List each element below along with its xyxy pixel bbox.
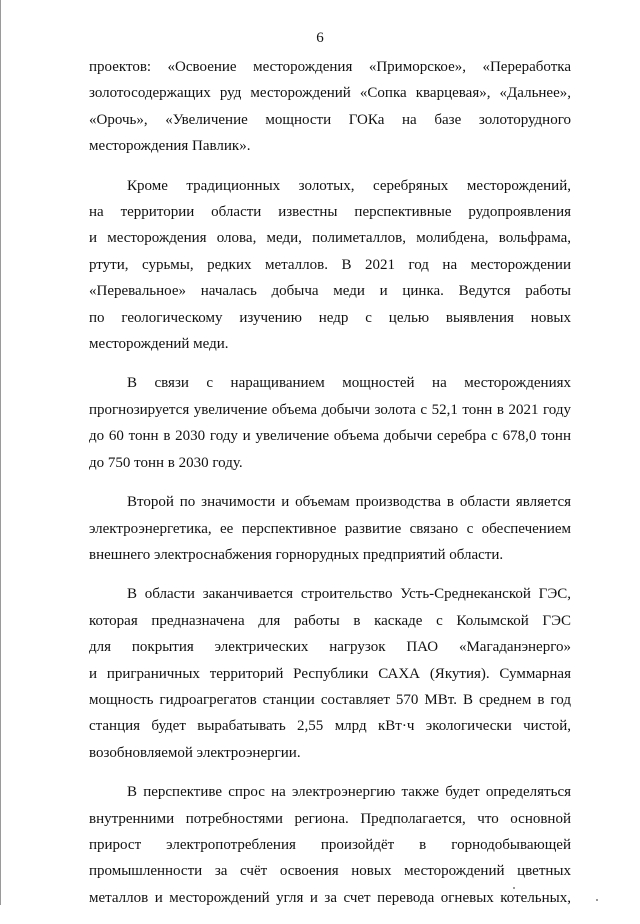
text-line: В области заканчивается строительство Усть-Среднеканской ГЭС, <box>127 586 571 603</box>
page-number: 6 <box>316 30 324 46</box>
text-line: и месторождения олова, меди, полиметаллов, молибдена, вольфрама, <box>89 230 571 247</box>
text-line: металлов и месторождений угля и за счет перевода огневых котельных, <box>89 889 571 906</box>
text-line: до 750 тонн в 2030 году. <box>89 454 243 471</box>
paragraph <box>89 54 571 160</box>
text-line: проектов: «Освоение месторождения «Приморское», «Переработка <box>89 59 571 75</box>
scan-speck <box>513 887 515 889</box>
text-line: месторождений меди. <box>89 336 229 353</box>
text-line: и приграничных территорий Республики САХА (Якутия). Суммарная <box>89 665 571 682</box>
text-line: золотосодержащих руд месторождений «Сопка кварцевая», «Дальнее», <box>89 85 571 102</box>
text-line: внутренними потребностями региона. Предполагается, что основной <box>89 810 571 827</box>
text-line: промышленности за счёт освоения новых месторождений цветных <box>89 863 571 880</box>
text-line: В связи с наращиванием мощностей на месторождениях <box>127 375 571 392</box>
text-line: внешнего электроснабжения горнорудных предприятий области. <box>89 546 504 563</box>
paragraph <box>89 489 571 568</box>
text-line: электроэнергетика, ее перспективное развитие связано с обеспечением <box>89 520 571 537</box>
text-line: мощность гидроагрегатов станции составляет 570 МВт. В среднем в год <box>89 691 571 708</box>
text-line: «Перевальное» началась добыча меди и цинка. Ведутся работы <box>89 283 571 300</box>
paragraph <box>89 173 571 358</box>
text-line: Второй по значимости и объемам производства в области является <box>127 494 571 511</box>
page-left-edge <box>0 0 1 905</box>
scan-speck <box>596 899 598 901</box>
text-line: прирост электропотребления произойдёт в горнодобывающей <box>89 836 571 853</box>
text-line: В перспективе спрос на электроэнергию также будет определяться <box>127 784 571 801</box>
paragraph <box>89 370 571 476</box>
text-line: «Орочь», «Увеличение мощности ГОКа на базе золоторудного <box>89 111 571 128</box>
text-line: месторождения Павлик». <box>89 138 251 155</box>
text-line: которая предназначена для работы в каскаде с Колымской ГЭС <box>89 612 571 629</box>
paragraph <box>89 581 571 766</box>
text-line: до 60 тонн в 2030 году и увеличение объема добычи серебра с 678,0 тонн <box>89 428 571 445</box>
text-line: станция будет вырабатывать 2,55 млрд кВт·ч экологически чистой, <box>89 718 571 735</box>
text-line: возобновляемой электроэнергии. <box>89 744 301 761</box>
text-line: по геологическому изучению недр с целью выявления новых <box>89 309 571 326</box>
text-line: для покрытия электрических нагрузок ПАО «Магаданэнерго» <box>89 639 571 656</box>
text-line: прогнозируется увеличение объема добычи золота с 52,1 тонн в 2021 году <box>89 401 571 418</box>
text-line: на территории области известны перспективные рудопроявления <box>89 204 571 221</box>
document-body <box>89 54 571 924</box>
paragraph <box>89 779 571 911</box>
text-line: Кроме традиционных золотых, серебряных месторождений, <box>127 177 571 194</box>
text-line: ртути, сурьмы, редких металлов. В 2021 год на месторождении <box>89 256 571 273</box>
